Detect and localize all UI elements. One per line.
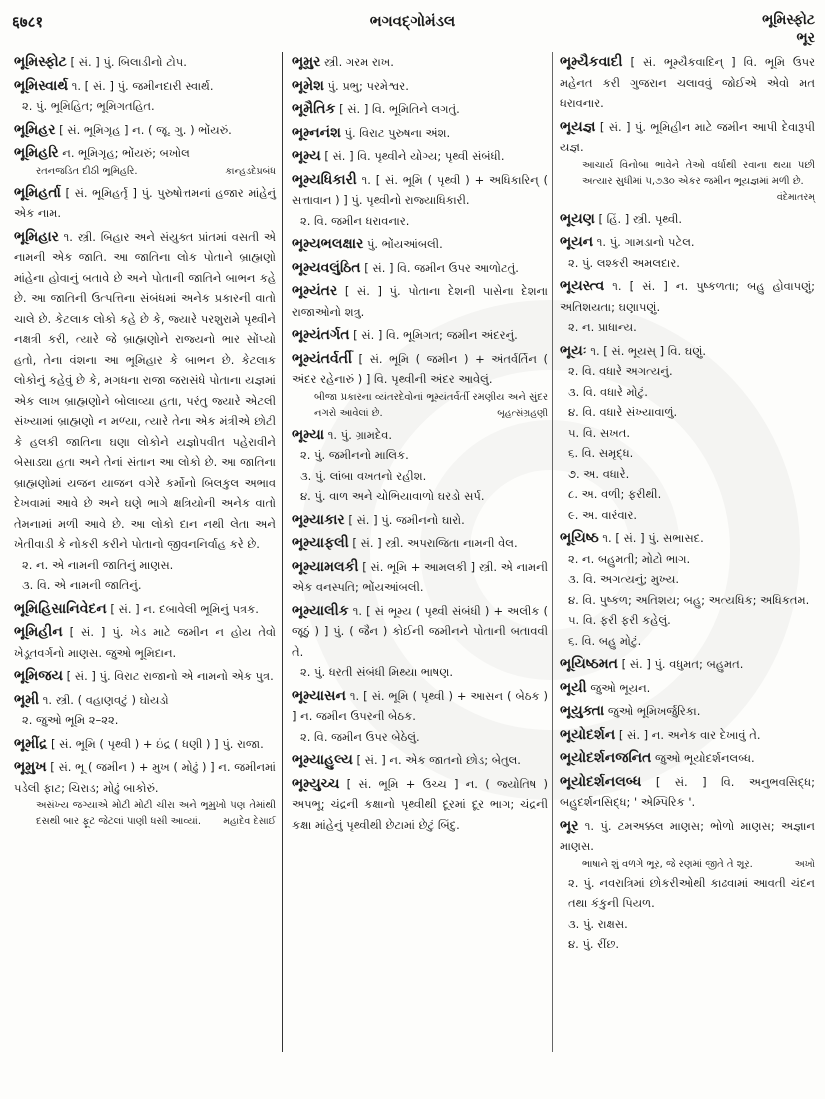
page-header (0, 6, 825, 46)
entry-headword: ભૂમુખ (14, 759, 47, 775)
usage-quote (14, 798, 276, 830)
dictionary-entry (292, 146, 548, 167)
dictionary-entry (14, 666, 276, 687)
quote-source: મહાદેવ દેસાઈ (223, 816, 276, 827)
entry-sense: ૩. પું. રાક્ષસ. (568, 916, 628, 931)
dictionary-entry (560, 725, 815, 746)
entry-body: ૧. [ સં. ભૂમિ ( પૃથ્વી ) + આસન ( બેઠક ) ] ન. જમીન ઉપરની બેઠક. (292, 688, 549, 723)
entry-sense: ૨. વિ. વધારે અગત્યનું. (568, 364, 673, 378)
entry-sense: ૪. વિ. પુષ્કળ; અતિશય; બહુ; અત્યધિક; અધિકતમ. (568, 592, 810, 607)
entry-headword: ભૂમી (14, 691, 40, 708)
entry-body: ૧. [ સં ભૂમ્ય ( પૃથ્વી સંબંધી ) + અલીક ( જૂઠું ) ] પું. ( જૈન ) કોઈની જમીનને પોતાની બતાવવી તે. (292, 603, 549, 659)
usage-quote (560, 857, 815, 873)
entry-headword: ભૂમ્યા (292, 426, 325, 443)
entry-definition (292, 123, 548, 144)
entry-definition (292, 325, 548, 346)
entry-headword: ભૂમૈતિક (292, 101, 336, 117)
entry-headword: ભૂમ્યૈકવાદી (560, 54, 623, 70)
entry-body: [ સં. ] વિ. જમીન ઉપર આળોટતું. (364, 260, 519, 275)
entry-definition (292, 349, 548, 390)
dictionary-entry (14, 143, 276, 180)
entry-definition (560, 701, 815, 722)
entry-definition (292, 99, 548, 120)
entry-sense: ૪. પું. રીંછ. (568, 937, 619, 951)
entry-body: [ હિં. ] સ્ત્રી. પૃથ્વી. (598, 211, 683, 226)
dictionary-entry (560, 341, 815, 526)
entry-sense: ૪. વિ. વધારે સંખ્યાવાળું. (568, 405, 678, 419)
entry-definition (560, 52, 815, 114)
entry-sense: ૩. વિ. અગત્યનું; મુખ્ય. (568, 572, 680, 586)
entry-sense: ૨. પું. નવરાત્રિમાં છોકરીઓથી કાઢવામાં આવતી ચંદન તથા કંકુની પિયળ. (568, 875, 815, 910)
entry-headword: ભૂમ્યુચ્ચ (292, 775, 340, 792)
entry-body: સ્ત્રી. ગરમ રાખ. (323, 55, 394, 69)
entry-headword: ભૂમ્યવલુંઠિત (292, 259, 361, 276)
entry-headword: ભૂમ્નનંશ (292, 124, 341, 141)
entry-body: જુઓ ભૂયન. (590, 680, 651, 695)
entry-headword: ભૂમિજય (14, 668, 63, 684)
entry-sense: ૩. વિ. એ નામની જાતિનું. (22, 578, 142, 592)
dictionary-entry (292, 76, 548, 97)
entry-body: [ સં. ] ન. દબાવેલી ભૂમિનું પત્રક. (110, 601, 259, 616)
entry-body: [ સં. ] ન. અનેક વાર દેખાવું તે. (618, 727, 761, 742)
entry-headword: ભૂમુર (292, 54, 321, 70)
entry-sense: ૪. પું. વાળ અને ચોભિયાવાળો ઘરડો સર્પ. (300, 489, 485, 503)
dictionary-entry (292, 510, 548, 531)
quote-source: અખો (794, 858, 815, 870)
entry-body: ન. ભૂમિગૃહ; ભોંયરું; બખોલ (62, 146, 190, 160)
entry-body: ૧. પું. ટમઅક્કલ માણસ; ભોળો માણસ; અજ્ઞાન માણસ. (560, 818, 816, 853)
dictionary-entry (560, 701, 815, 722)
dictionary-entry (292, 601, 548, 683)
entry-headword: ભૂયસ્ત્વ (560, 278, 605, 294)
entry-definition (560, 341, 815, 362)
entry-sense: ૨. વિ. જમીન ધરાવનાર. (300, 213, 410, 228)
entry-sense: ૩. પું. લાંબા વખતનો રહીશ. (300, 468, 427, 483)
entry-headword: ભૂમીંદ્ર (14, 735, 48, 752)
dictionary-entry (292, 686, 548, 748)
entry-body: [ સં. ] પું. ખેડ માટે જમીન ન હોય તેવો ખેડૂતવર્ગનો માણસ. જુઓ ભૂમિદાન. (14, 625, 276, 660)
entry-definition (292, 686, 548, 727)
entry-headword: ભૂયઃ (560, 342, 587, 359)
entry-body: [ સં. ભૂમિ + આમલકી ] સ્ત્રી. એ નામની એક વનસ્પતિ; ભોંયઆંબલી. (292, 559, 549, 594)
entry-sense: ૮. અ. વળી; ફરીથી. (568, 487, 662, 501)
entry-headword: ભૂમિહર (14, 121, 56, 138)
dictionary-entry (14, 599, 276, 620)
entry-definition (292, 234, 548, 255)
entry-definition (560, 725, 815, 746)
entry-sense: ૨. પું. લશ્કરી અમલદાર. (568, 255, 680, 270)
entry-definition (14, 183, 276, 224)
entry-headword: ભૂયન (560, 234, 594, 250)
entry-headword: ભૂમ્ય (292, 148, 321, 164)
entry-body: [ સં. ભૂમિ ( પૃથ્વી ) + ઇંદ્ર ( ધણી ) ] પું. રાજા. (51, 736, 264, 751)
entry-definition (560, 276, 815, 317)
entry-headword: ભૂર (560, 817, 579, 834)
quote-text: અસંખ્ય જગ્યાએ મોટી મોટી ચીરા અને ભૂમુખો પણ તેમાંથી દસથી બાર ફૂટ જેટલાં પાણી ધસી આવ્યાં. (36, 800, 276, 827)
entry-body: [ સં. ભૂમ્યૈકવાદિન્ ] વિ. ભૂમિ ઉપર મહેનત કરી ગુજરાન ચલાવવું જોઈએ એવો મત ધરાવનાર. (560, 55, 816, 110)
entry-definition (14, 734, 276, 755)
entry-definition (292, 774, 548, 836)
entry-headword: ભૂમ્યાફલી (292, 535, 349, 551)
entry-definition (560, 748, 815, 769)
entry-headword: ભૂયિષ્ઠમત (560, 656, 618, 672)
entry-sense: ૫. વિ. સખત. (568, 425, 630, 440)
entry-sense: ૬. વિ. બહુ મોટું. (568, 633, 642, 648)
entry-headword: ભૂમ્યભલક્ષાર (292, 236, 364, 252)
entry-sense: ૬. વિ. સમૃદ્ધ. (568, 446, 634, 460)
entry-definition (292, 170, 548, 211)
quote-text: ભાષાને શું વળગે ભૂર, જે રણમાં જીતે તે શૂર. (582, 858, 753, 870)
entry-definition (560, 209, 815, 230)
quote-text: બીજા પ્રકારના વ્યંતરદેવોનાં ભૂમ્યંતર્વર્તી રમણીય અને સુંદર નગરો આવેલાં છે. (314, 391, 548, 419)
quote-text: આચાર્ય વિનોબા ભાવેને તેઓ વર્ધાથી રવાના થયા પછી અત્યાર સુધીમાં ૫,૭૩૦ એકર જમીન ભૂયજ્ઞમાં મળી છે. (582, 159, 815, 187)
entry-definition (14, 622, 276, 663)
dictionary-entry (292, 52, 548, 73)
page-number: ६७८१ (12, 13, 44, 31)
entry-body: [ સં. ] વિ. પૃથ્વીને યોગ્ય; પૃથ્વી સંબંધી. (324, 149, 505, 163)
quote-source: વંદેમાતરમ્ (776, 191, 815, 203)
entry-headword: ભૂમિસ્ફોટ (14, 54, 67, 70)
entry-body: [ સં. ] પું. જમીનનો ઘારો. (348, 512, 465, 527)
entry-definition (292, 76, 548, 97)
entry-headword: ભૂમિહીન (14, 624, 63, 640)
dictionary-entry (292, 325, 548, 346)
usage-quote (292, 390, 548, 422)
entry-definition (14, 76, 276, 97)
entry-sense: ૨. ન. એ નામની જાતિનું માણસ. (22, 557, 174, 572)
dictionary-columns (0, 52, 825, 1092)
entry-body: પું. વિરાટ પુરુષના અંશ. (344, 125, 451, 140)
entry-body: [ સં. ] વિ. ભૂમિતિને લગતું. (339, 102, 460, 116)
entry-headword: ભૂયોદર્શનજનિત (560, 750, 652, 766)
entry-sense: ૭. અ. વધારે. (568, 466, 630, 481)
entry-headword: ભૂયોદર્શન (560, 726, 616, 743)
entry-body: ૧. [ સં. ] પું. સભાસદ. (602, 531, 704, 545)
entry-definition (560, 232, 815, 253)
entry-body: [ સં. ભૂમિગૃહ ] ન. ( જૂ. ગુ. ) ભોંયરું. (59, 122, 232, 137)
entry-definition (292, 510, 548, 531)
entry-headword: ભૂમ્યામલકી (292, 558, 359, 575)
entry-body: જુઓ ભૂયોદર્શનલબ્ધ. (655, 751, 755, 765)
dictionary-entry (14, 76, 276, 117)
dictionary-entry (292, 258, 548, 279)
quote-source: બૃહત્સંગ્રહણી (497, 407, 548, 419)
entry-body: [ સં. ] પું. વધુમત; બહુમત. (621, 657, 744, 671)
entry-headword: ભૂયજ્ઞ (560, 118, 596, 135)
quote-source: કાન્હડદેપ્રબંધ (225, 165, 276, 177)
dictionary-entry (14, 52, 276, 73)
entry-body: પું. પ્રભુ; પરમેશ્વર. (327, 78, 409, 93)
dictionary-entry (14, 120, 276, 141)
dictionary-entry (14, 690, 276, 731)
entry-body: [ સં. ] ન. એક જાતનો છોડ; બેતુલ. (356, 753, 521, 767)
entry-headword: ભૂમ્યંતર્ગત (292, 327, 350, 343)
entry-definition (292, 533, 548, 554)
entry-definition (14, 666, 276, 687)
dictionary-entry (14, 757, 276, 830)
entry-body: ૧. [ સં. ભૂમિ ( પૃથ્વી ) + અધિકારિન્ ( સત્તાવાન ) ] પું. પૃથ્વીનો રાજ્યાધિકારી. (292, 172, 549, 207)
quote-text: રતનજડિત દીઠી ભૂમિહરિ. (36, 165, 138, 177)
entry-headword: ભૂમ્યંતર્વર્તી (292, 350, 352, 367)
entry-definition (292, 557, 548, 598)
dictionary-entry (14, 734, 276, 755)
entry-headword: ભૂમ્યધિકારી (292, 171, 357, 188)
entry-body: [ સં. ] પું. પોતાના દેશની પાસેના દેશના રાજાઓનો શત્રુ. (292, 284, 548, 319)
entry-definition (292, 281, 548, 322)
entry-body: [ સં. ભૂમિહર્તૃ ] પું. પુરુષોત્તમનાં હજાર માંહેનું એક નામ. (14, 185, 277, 220)
entry-definition (560, 772, 815, 813)
dictionary-entry (292, 533, 548, 554)
entry-sense: ૨. વિ. જમીન ઉપર બેઠેલું. (300, 729, 420, 744)
entry-sense: ૨. જુઓ ભૂમિ ૨–૨૨. (22, 713, 119, 727)
entry-body: જુઓ ભૂમિખર્જુરિકા. (607, 704, 701, 718)
entry-definition (14, 599, 276, 620)
entry-definition (560, 816, 815, 857)
entry-body: [ સં. ] વિ. ભૂમિગત; જમીન અંદરનું. (353, 328, 518, 342)
entry-sense: ૨. ન. પ્રાધાન્ય. (568, 320, 637, 334)
guide-word-last: ભૂર (796, 30, 815, 46)
dictionary-entry (560, 209, 815, 230)
entry-headword: ભૂયોદર્શનલબ્ધ (560, 773, 642, 790)
entry-headword: ભૂયણ (560, 210, 595, 227)
entry-definition (292, 750, 548, 771)
entry-definition (292, 258, 548, 279)
entry-definition (14, 690, 276, 711)
entry-headword: ભૂમ્યાલીક (292, 602, 349, 619)
entry-headword: ભૂમિહરિ (14, 145, 59, 161)
dictionary-entry (292, 123, 548, 144)
dictionary-entry (560, 232, 815, 273)
entry-sense: ૨. પું. ધરતી સંબંધી મિથ્યા ભાષણ. (300, 665, 454, 679)
entry-body: [ સં. ] પું. ભૂમિહીન માટે જમીન આપી દેવારૂપી યજ્ઞ. (560, 119, 815, 154)
entry-body: ૧. સ્ત્રી. ( વહાણવટું ) ઘોયડો (42, 692, 169, 707)
entry-definition (292, 601, 548, 663)
entry-headword: ભૂમિહર્તા (14, 184, 61, 201)
entry-definition (14, 120, 276, 141)
dictionary-entry (560, 772, 815, 813)
dictionary-entry (560, 117, 815, 206)
entry-definition (292, 146, 548, 167)
entry-body: [ સં. ભૂ ( જમીન ) + મુખ ( મોઢું ) ] ન. જમીનમાં પડેલી ફાટ; ચિરાડ; મોઢું બાકોરું. (14, 760, 276, 795)
usage-quote (14, 164, 276, 180)
entry-body: પું. ભોંયઆંબલી. (366, 237, 443, 251)
dictionary-entry (292, 170, 548, 232)
column-left (14, 52, 276, 833)
entry-definition (14, 143, 276, 164)
column-right (560, 52, 815, 958)
entry-sense: ૯. અ. વારંવાર. (568, 507, 638, 522)
entry-body: [ સં. ] પું. બિલાડીનો ટોપ. (70, 55, 187, 69)
entry-headword: ભૂમ્યંતર (292, 283, 338, 299)
guide-word-first: ભૂમિસ્ફોટ (762, 12, 815, 28)
entry-headword: ભૂમેશ (292, 77, 324, 94)
dictionary-entry (560, 528, 815, 651)
entry-body: [ સં. ભૂમિ ( જમીન ) + અંતર્વર્તિન ( અંદર રહેનારું ) ] વિ. પૃથ્વીની અંદર આવેલું. (292, 351, 549, 386)
dictionary-entry (560, 52, 815, 114)
entry-body: [ સં. ] પું. વિરાટ રાજાનો એ નામનો એક પુત્ર. (66, 669, 274, 683)
book-title: ભગવદ્ગોમંડલ (369, 12, 456, 30)
dictionary-entry (560, 816, 815, 955)
entry-sense: ૨. ન. બહુમતી; મોટો ભાગ. (568, 551, 691, 566)
dictionary-entry (14, 622, 276, 663)
entry-definition (14, 52, 276, 73)
dictionary-entry (560, 276, 815, 338)
dictionary-entry (560, 678, 815, 699)
entry-body: ૧. સ્ત્રી. બિહાર અને સંયુક્ત પ્રાંતમાં વસતી એ નામની એક જાતિ. આ જાતિના લોક પોતાને બ્રાહ્મણો માંહેના હોવાનું બતાવે છે અને પોતાની જાતિને બાભન કહે છે. આ જાતિની ઉત્પત્તિના સંબંધમાં અનેક પ્રકારની વાતો ચાલે છે. કેટલાક લોકો કહે છે કે, જ્યારે પરશુરામે પૃથ્વીને નક્ષત્રી કરી, ત્યારે જે બ્રાહ્મણોને રાજ્યનો ભાર સોંપ્યો હતો, તેના વંશના આ ભૂમિહાર કે બાભન છે. કેટલાક લોકોનું કહેવું છે કે, મગધના રાજા જરાસંધે પોતાના યજ્ઞમાં એક લાખ બ્રાહ્મણોને બોલાવ્યા હતા, પરંતુ જ્યારે એટલી સંખ્યામાં બ્રાહ્મણો ન મળ્યા, ત્યારે તેના એક મંત્રીએ છોટી કે હલકી જાતિના ઘણા લોકોને યજ્ઞોપવીત પહેરાવીને બેસાડ્યા હતા અને તેનાં સંતાન આ લોકો છે. આ જાતિના બ્રાહ્મણોમાં યજન યાજન વગેરે કર્મોનો બિલકુલ અભાવ દેખવામાં આવે છે અને ઘણે ભાગે ક્ષત્રિયોની અનેક વાતો તેમનામાં મળી આવે છે. આ લોકો દાન નથી લેતા અને ખેતીવાડી કે નોકરી કરીને પોતાનો જીવનનિર્વાહ કરે છે. (14, 229, 276, 551)
entry-definition (292, 425, 548, 446)
entry-headword: ભૂમિહિસાનિવેદન (14, 600, 107, 617)
dictionary-entry (292, 557, 548, 598)
entry-definition (292, 52, 548, 73)
dictionary-entry (292, 99, 548, 120)
dictionary-entry (292, 774, 548, 836)
entry-definition (560, 654, 815, 675)
entry-sense: ૫. વિ. ફરી ફરી કહેલું. (568, 613, 671, 627)
dictionary-entry (292, 349, 548, 422)
dictionary-entry (292, 750, 548, 771)
entry-headword: ભૂયી (560, 679, 587, 696)
entry-body: ૧. [ સં. ] પું. જમીનદારી સ્વાર્થ. (71, 78, 214, 93)
entry-definition (14, 227, 276, 555)
dictionary-entry (292, 425, 548, 507)
entry-sense: ૨. પું. જમીનનો માલિક. (300, 448, 409, 462)
entry-body: ૧. પું. ગામડાનો પટેલ. (596, 235, 695, 249)
entry-body: [ સં. ભૂમિ + ઉચ્ચ ] ન. ( જ્યોતિષ ) અપભૂ; ચંદ્રની કક્ષાનો પૃથ્વીથી દૂરમાં દૂર ભાગ; ચંદ્રની કક્ષા માંહેનું પૃથ્વીથી છેટામાં છેટું બિંદુ. (292, 776, 549, 832)
dictionary-entry (14, 227, 276, 596)
entry-headword: ભૂમ્યાકાર (292, 511, 345, 528)
entry-sense: ૩. વિ. વધારે મોટું. (568, 384, 648, 399)
entry-headword: ભૂયુક્તા (560, 703, 605, 719)
entry-headword: ભૂયિષ્ઠ (560, 530, 599, 546)
dictionary-entry (292, 281, 548, 322)
entry-body: ૧. [ સં. ] ન. પુષ્કળતા; બહુ હોવાપણું; અતિશયતા; ઘણાપણું. (560, 279, 816, 314)
column-middle (292, 52, 548, 838)
entry-definition (560, 678, 815, 699)
dictionary-entry (560, 654, 815, 675)
entry-body: ૧. પું. ગ્રામદેવ. (327, 427, 393, 442)
entry-sense: ૨. પું. ભૂમિહિત; ભૂમિગતહિત. (22, 99, 155, 113)
entry-body: ૧. [ સં. ભૂયસ્ ] વિ. ઘણું. (590, 343, 707, 358)
usage-quote (560, 158, 815, 206)
entry-headword: ભૂમ્યાસન (292, 687, 346, 704)
entry-headword: ભૂમિહાર (14, 228, 59, 245)
entry-definition (14, 757, 276, 798)
entry-definition (560, 117, 815, 158)
entry-body: [ સં. ] વિ. અનુભવસિદ્ધ; બહુદર્શનસિદ્ધ; ' એમ્પિરિક '. (560, 774, 815, 809)
entry-body: [ સં. ] સ્ત્રી. અપરાજિતા નામની વેલ. (352, 536, 518, 550)
entry-headword: ભૂમ્યાહુલ્ય (292, 752, 353, 768)
dictionary-entry (560, 748, 815, 769)
entry-definition (560, 528, 815, 549)
entry-headword: ભૂમિસ્વાર્થ (14, 77, 69, 94)
dictionary-entry (14, 183, 276, 224)
dictionary-entry (292, 234, 548, 255)
